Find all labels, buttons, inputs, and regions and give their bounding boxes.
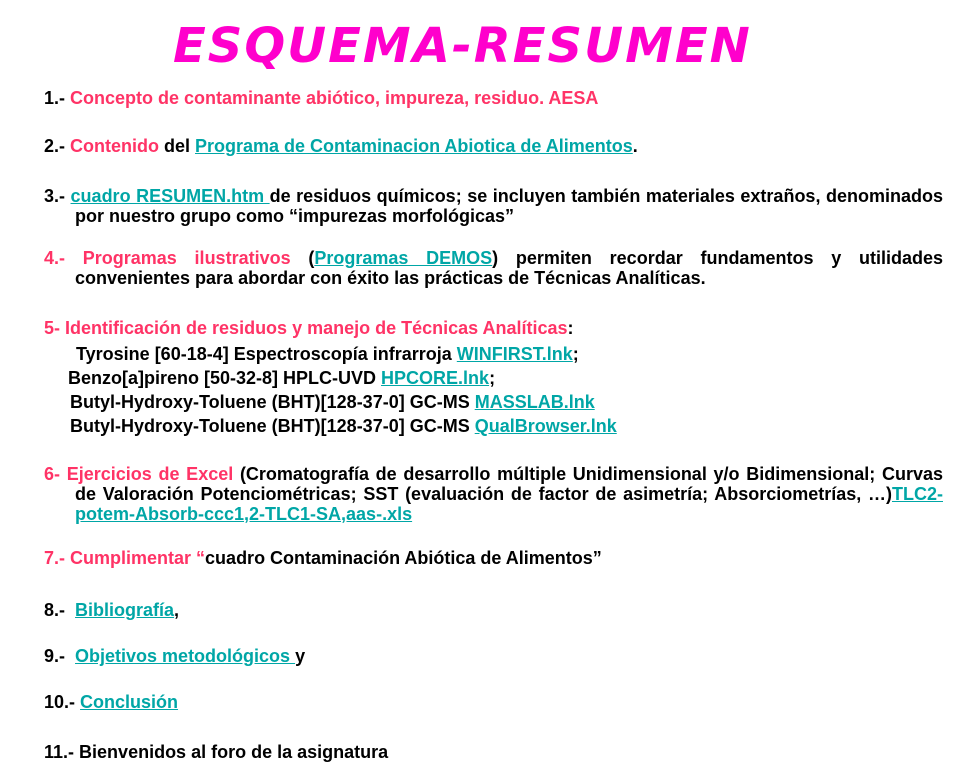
hpcore-link[interactable]: HPCORE.lnk xyxy=(381,368,490,388)
outline-item-6 xyxy=(44,464,943,524)
item-number: 11.- xyxy=(44,742,75,762)
item-tail: ) permiten recordar fundamentos y utilidades convenientes para abordar con éxito las prácticas de Técnicas Analíticas. xyxy=(75,248,943,288)
technique-text: Tyrosine [60-18-4] Espectroscopía infrarroja xyxy=(76,344,457,364)
technique-line xyxy=(70,416,617,436)
item-text: de residuos químicos; se incluyen también materiales extraños, denominados por nuestro grupo como “impurezas morfológicas” xyxy=(75,186,943,226)
outline-item-3 xyxy=(44,186,943,226)
item-highlight: Cumplimentar “ xyxy=(65,548,206,568)
item-text: ( xyxy=(290,248,315,268)
technique-tail: ; xyxy=(489,368,496,388)
technique-line xyxy=(76,344,579,364)
item-number: 3.- xyxy=(44,186,66,206)
excel-file-link[interactable]: TLC2-potem-Absorb-ccc1,2-TLC1-SA,aas-.xls xyxy=(75,484,943,524)
item-number: 5- xyxy=(44,318,61,338)
item-text: cuadro Contaminación Abiótica de Alimentos” xyxy=(205,548,602,568)
outline-item-8 xyxy=(44,600,912,620)
item-text: Bienvenidos al foro de la asignatura xyxy=(79,742,389,762)
outline-item-11 xyxy=(44,742,912,762)
slide-title: ESQUEMA-RESUMEN xyxy=(173,18,752,74)
technique-line xyxy=(70,392,595,412)
qualbrowser-link[interactable]: QualBrowser.lnk xyxy=(474,416,617,436)
item-text: (Cromatografía de desarrollo múltiple Unidimensional y/o Bidimensional; Curvas de Valoración Potenciométricas; SST (evaluación de factor de asimetría; Absorciometrías, …) xyxy=(75,464,943,504)
item-number: 6- xyxy=(44,464,61,484)
technique-line xyxy=(68,368,495,388)
item-number: 1.- xyxy=(44,88,66,108)
outline-item-1 xyxy=(44,88,912,108)
outline-item-4 xyxy=(44,248,943,288)
item-tail: y xyxy=(295,646,306,666)
technique-text: Butyl-Hydroxy-Toluene (BHT)[128-37-0] GC-MS xyxy=(70,416,475,436)
item-tail: : xyxy=(567,318,574,338)
item-highlight: Contenido xyxy=(65,136,159,156)
technique-text: Butyl-Hydroxy-Toluene (BHT)[128-37-0] GC-MS xyxy=(70,392,475,412)
item-number: 9.- xyxy=(44,646,66,666)
conclusion-link[interactable]: Conclusión xyxy=(80,692,179,712)
outline-item-10 xyxy=(44,692,912,712)
item-text: del xyxy=(159,136,196,156)
item-number: 10.- xyxy=(44,692,76,712)
winfirst-link[interactable]: WINFIRST.lnk xyxy=(456,344,573,364)
programas-demos-link[interactable]: Programas DEMOS xyxy=(314,248,493,268)
item-highlight: Programas ilustrativos xyxy=(65,248,291,268)
outline-item-9 xyxy=(44,646,912,666)
item-number: 2.- xyxy=(44,136,66,156)
item-number: 4.- xyxy=(44,248,66,268)
item-number: 7.- xyxy=(44,548,66,568)
programa-contaminacion-link[interactable]: Programa de Contaminacion Abiotica de Alimentos xyxy=(195,136,633,156)
outline-item-7 xyxy=(44,548,912,568)
item-tail: . xyxy=(632,136,638,156)
item-highlight: Identificación de residuos y manejo de Técnicas Analíticas xyxy=(60,318,568,338)
item-text: Concepto de contaminante abiótico, impureza, residuo. AESA xyxy=(65,88,599,108)
technique-text: Benzo[a]pireno [50-32-8] HPLC-UVD xyxy=(68,368,382,388)
outline-item-5 xyxy=(44,318,912,338)
bibliografia-link[interactable]: Bibliografía xyxy=(75,600,175,620)
item-highlight: Ejercicios de Excel xyxy=(60,464,234,484)
objetivos-link[interactable]: Objetivos metodológicos xyxy=(75,646,296,666)
item-tail: , xyxy=(174,600,180,620)
cuadro-resumen-link[interactable]: cuadro RESUMEN.htm xyxy=(70,186,270,206)
technique-tail: ; xyxy=(572,344,579,364)
masslab-link[interactable]: MASSLAB.lnk xyxy=(474,392,595,412)
item-number: 8.- xyxy=(44,600,66,620)
outline-item-2 xyxy=(44,136,912,156)
